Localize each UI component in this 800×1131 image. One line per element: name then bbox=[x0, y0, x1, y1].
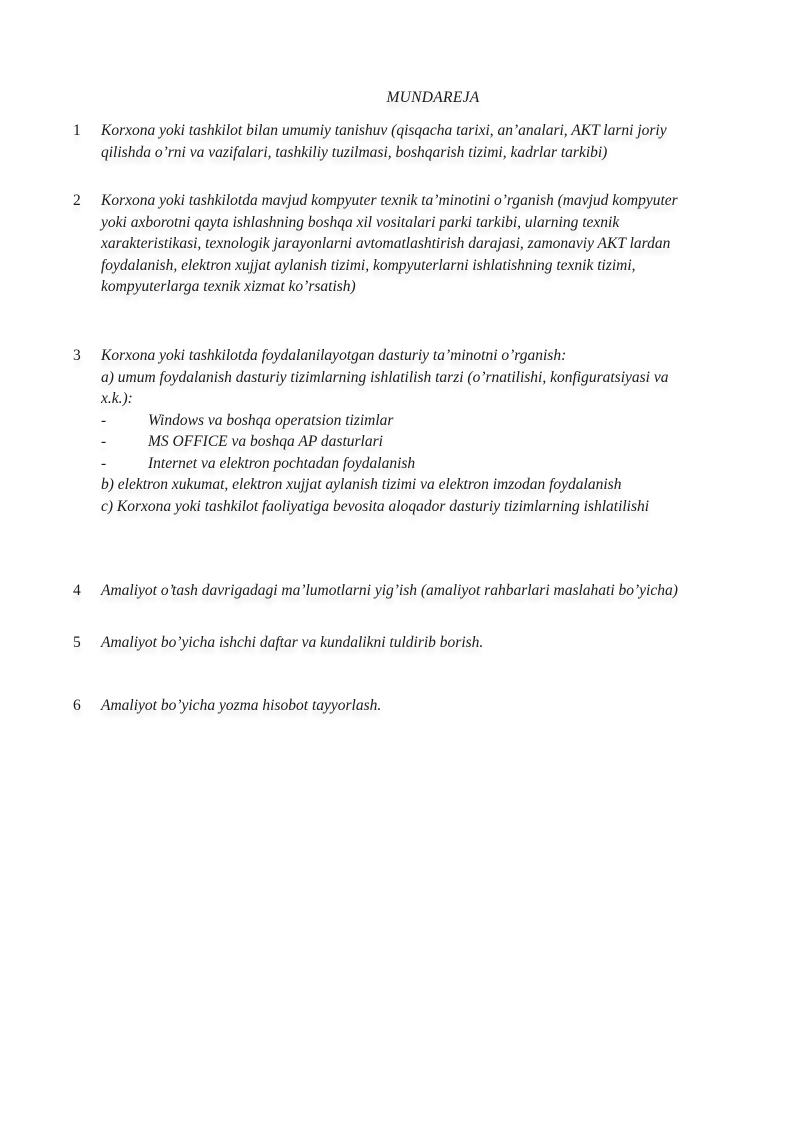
sub-b-c bbox=[101, 474, 761, 517]
item-number: 1 bbox=[73, 122, 81, 139]
text-line: Korxona yoki tashkilotda mavjud kompyuter texnik ta’minotini o’rganish (mavjud kompyuter bbox=[101, 192, 678, 209]
text-line: xarakteristikasi, texnologik jarayonlarni avtomatlashtirish darajasi, zamonaviy AKT lardan bbox=[101, 235, 671, 252]
item-heading: Korxona yoki tashkilotda foydalanilayotgan dasturiy ta’minotni o’rganish: bbox=[101, 347, 567, 364]
sub-b: b) elektron xukumat, elektron xujjat aylanish tizimi va elektron imzodan foydalanish bbox=[101, 476, 622, 493]
text-line: qilishda o’rni va vazifalari, tashkiliy tuzilmasi, boshqarish tizimi, kadrlar tarkibi) bbox=[101, 143, 608, 161]
bullet-text: Internet va elektron pochtadan foydalanish bbox=[148, 454, 416, 472]
text-line: Amaliyot bo’yicha yozma hisobot tayyorlash. bbox=[101, 697, 382, 714]
text-line: x.k.): bbox=[101, 390, 133, 407]
text-line: yoki axborotni qayta ishlashning boshqa xil vositalari parki tarkibi, ularning texnik bbox=[101, 213, 620, 231]
text-line: Amaliyot o’tash davrigadagi ma’lumotlarni yig’ish (amaliyot rahbarlari maslahati bo’yicha) bbox=[101, 582, 678, 599]
sub-a bbox=[101, 367, 761, 410]
item-text bbox=[101, 120, 761, 163]
item-number: 5 bbox=[73, 634, 81, 651]
text-line: kompyuterlarga texnik xizmat ko’rsatish) bbox=[101, 278, 356, 295]
item-text bbox=[101, 580, 781, 602]
text-line: a) umum foydalanish dasturiy tizimlarning ishlatilish tarzi (o’rnatilishi, konfiguratsiyasi va bbox=[101, 368, 669, 386]
bullet-text: Windows va boshqa operatsion tizimlar bbox=[148, 411, 394, 429]
text-line: Amaliyot bo’yicha ishchi daftar va kundalikni tuldirib borish. bbox=[101, 634, 484, 651]
bullet-item bbox=[101, 431, 761, 453]
sub-c: c) Korxona yoki tashkilot faoliyatiga bevosita aloqador dasturiy tizimlarning ishlatilishi bbox=[101, 497, 650, 515]
item-text bbox=[101, 695, 761, 717]
bullet-dash: - bbox=[101, 454, 107, 472]
bullet-dash: - bbox=[101, 411, 107, 429]
bullet-dash: - bbox=[101, 433, 107, 450]
item-number: 4 bbox=[73, 582, 81, 599]
item-text bbox=[101, 190, 761, 298]
item-text bbox=[101, 632, 761, 654]
bullet-text: MS OFFICE va boshqa AP dasturlari bbox=[148, 433, 383, 450]
bullet-item bbox=[101, 453, 761, 475]
page-title: MUNDAREJA bbox=[386, 89, 480, 106]
bullet-item bbox=[101, 410, 761, 432]
item-text bbox=[101, 345, 761, 367]
bullet-list bbox=[101, 410, 761, 475]
item-number: 6 bbox=[73, 697, 81, 714]
text-line: foydalanish, elektron xujjat aylanish tizimi, kompyuterlarni ishlatishning texnik tizimi, bbox=[101, 256, 636, 274]
item-number: 3 bbox=[73, 347, 81, 364]
item-number: 2 bbox=[73, 192, 81, 209]
text-line: Korxona yoki tashkilot bilan umumiy tanishuv (qisqacha tarixi, an’analari, AKT larni joriy bbox=[101, 122, 667, 139]
